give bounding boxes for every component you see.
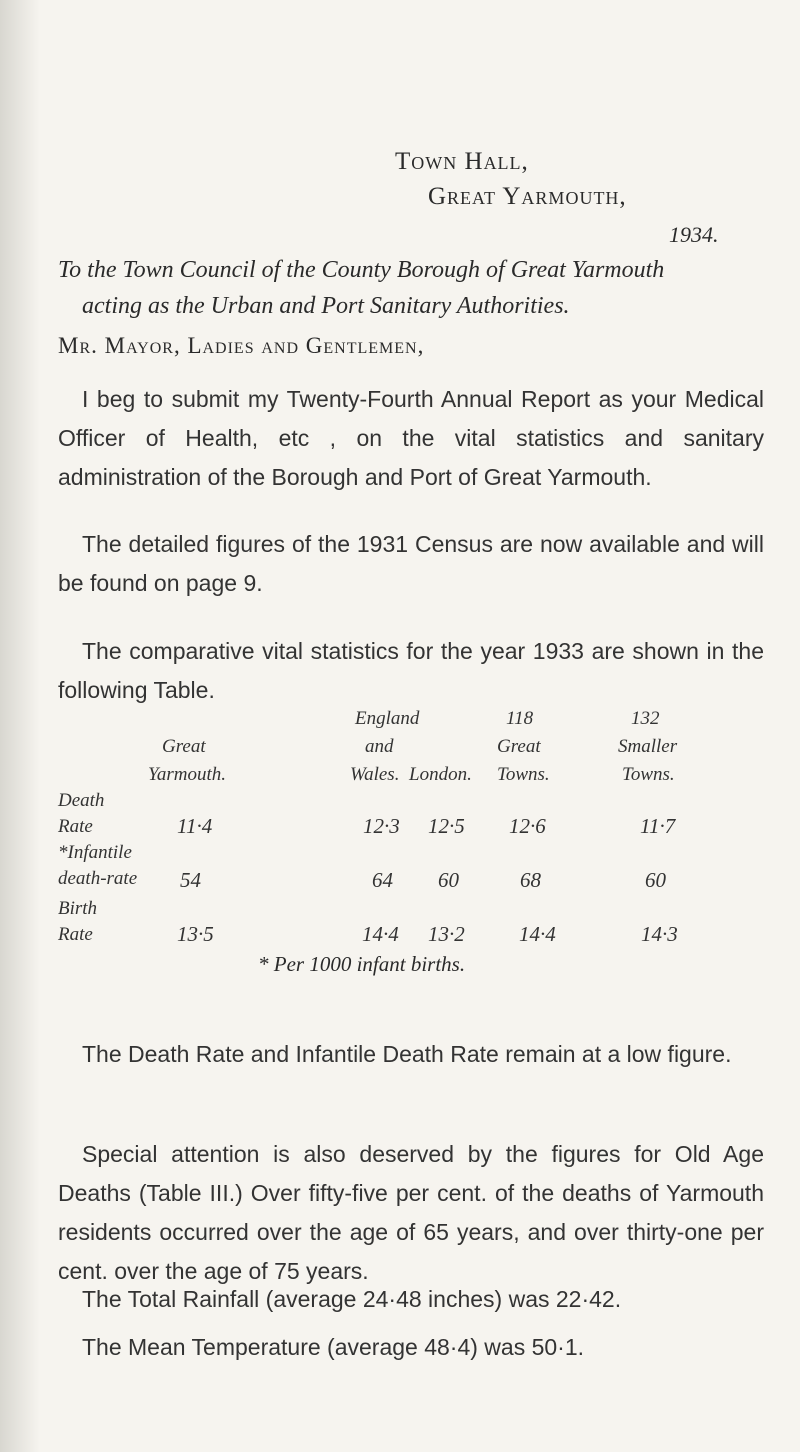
col-header-yarmouth-l2: Great (162, 736, 206, 757)
row-label-infantile-2: death-rate (58, 868, 138, 889)
row-label-birth-2: Rate (58, 924, 93, 945)
cell-infantile-england: 64 (372, 868, 393, 892)
paragraph-death-rate: The Death Rate and Infantile Death Rate remain at a low figure. (82, 1041, 732, 1067)
col-header-great-towns-l1: 118 (506, 708, 534, 729)
table-footnote: * Per 1000 infant births. (258, 952, 466, 976)
col-header-yarmouth-l3: Yarmouth. (148, 764, 226, 785)
report-heading (58, 252, 758, 324)
cell-death-yarmouth: 11·4 (177, 814, 213, 838)
heading-line-1: To the Town Council of the County Borough of Great Yarmouth (58, 257, 665, 283)
address-town-hall: Town Hall, (395, 148, 529, 175)
col-header-england-l2: and (365, 736, 394, 757)
cell-infantile-yarmouth: 54 (180, 868, 201, 892)
cell-infantile-smaller: 60 (645, 868, 666, 892)
paragraph-comparative-stats: The comparative vital statistics for the year 1933 are shown in the following Table. (58, 638, 764, 703)
paragraph-old-age-deaths: Special attention is also deserved by the figures for Old Age Deaths (Table III.) Over fifty-five per cent. of the deaths of Yarmouth residents occurred over the age of 65 years, and over thirty-one per cent. over the age of 75 years. (58, 1141, 764, 1284)
cell-death-london: 12·5 (428, 814, 465, 838)
cell-birth-great-towns: 14·4 (519, 922, 556, 946)
cell-death-smaller: 11·7 (640, 814, 676, 838)
col-header-london-l3: London. (409, 764, 472, 785)
salutation: Mr. Mayor, Ladies and Gentlemen, (58, 333, 425, 358)
cell-infantile-great-towns: 68 (520, 868, 541, 892)
address-great-yarmouth: Great Yarmouth, (428, 183, 627, 210)
col-header-smaller-l1: 132 (631, 708, 660, 729)
col-header-smaller-l2: Smaller (618, 736, 678, 757)
col-header-smaller-l3: Towns. (622, 764, 675, 785)
cell-infantile-london: 60 (438, 868, 459, 892)
cell-death-england: 12·3 (363, 814, 400, 838)
paragraph-annual-report: I beg to submit my Twenty-Fourth Annual Report as your Medical Officer of Health, etc , on the vital statistics and sanitary administration of the Borough and Port of Great Yarmouth. (58, 386, 764, 490)
paragraph-rainfall: The Total Rainfall (average 24·48 inches) was 22·42. (82, 1286, 622, 1312)
row-label-birth-1: Birth (58, 898, 98, 919)
cell-death-great-towns: 12·6 (509, 814, 546, 838)
row-label-death-2: Rate (58, 816, 93, 837)
col-header-england-l1: England (355, 708, 420, 729)
row-label-death-1: Death (58, 790, 105, 811)
col-header-england-l3: Wales. (350, 764, 400, 785)
cell-birth-england: 14·4 (362, 922, 399, 946)
cell-birth-yarmouth: 13·5 (177, 922, 214, 946)
row-label-infantile-1: *Infantile (58, 842, 132, 863)
cell-birth-smaller: 14·3 (641, 922, 678, 946)
col-header-great-towns-l2: Great (497, 736, 541, 757)
heading-line-2: acting as the Urban and Port Sanitary Authorities. (82, 293, 570, 319)
paragraph-census: The detailed figures of the 1931 Census are now available and will be found on page 9. (58, 531, 764, 596)
paragraph-temperature: The Mean Temperature (average 48·4) was 50·1. (82, 1334, 585, 1360)
report-year: 1934. (669, 222, 719, 247)
col-header-great-towns-l3: Towns. (497, 764, 550, 785)
cell-birth-london: 13·2 (428, 922, 465, 946)
